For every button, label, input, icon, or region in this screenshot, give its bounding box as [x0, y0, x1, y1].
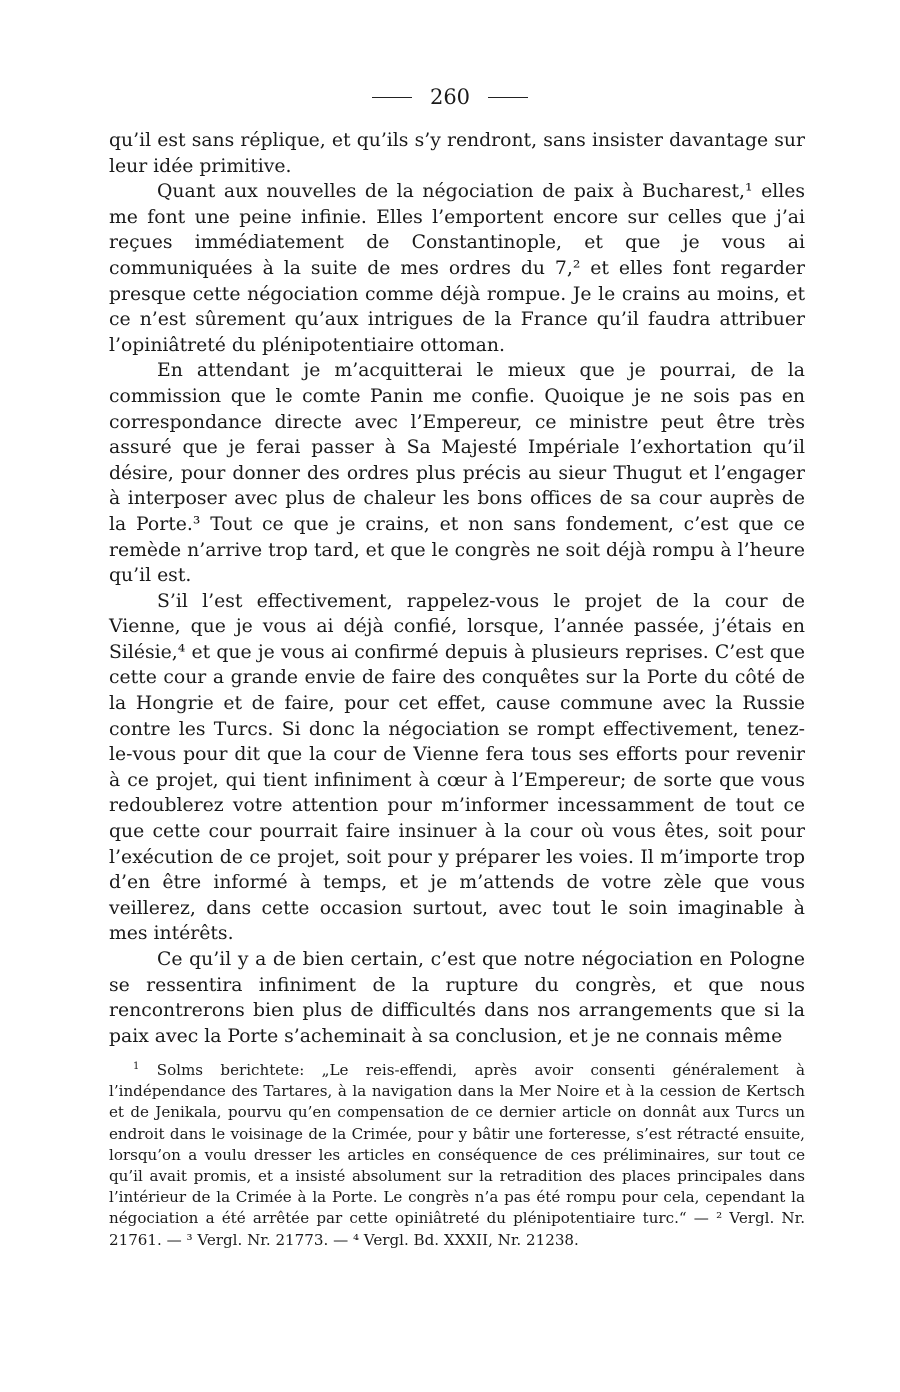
paragraph-4: S’il l’est effectivement, rappelez-vous le projet de la cour de Vienne, que je vous ai déjà confié, lorsque, l’année passée, j’étais en Silésie,⁴ et que je vous ai confirmé depuis à plusieurs reprises. C’est que cette cour a grande envie de faire des conquêtes sur la Porte du côté de la Hongrie et de faire, pour cet effet, cause commune avec la Russie contre les Turcs. Si donc la négociation se rompt effectivement, tenez-le-vous pour dit que la cour de Vienne fera tous ses efforts pour revenir à ce projet, qui tient infiniment à cœur à l’Empereur; de sorte que vous redoublerez votre attention pour m’informer incessamment de tout ce que cette cour pourrait faire insinuer à la cour où vous êtes, soit pour l’exécution de ce projet, soit pour y préparer les voies. Il m’importe trop d’en être informé à temps, et je m’attends de votre zèle que vous veillerez, dans cette occasion surtout, avec tout le soin imaginable à mes intérêts. [109, 590, 805, 945]
paragraph-1: qu’il est sans réplique, et qu’ils s’y rendront, sans insister davantage sur leur idée primitive. [109, 130, 805, 177]
body-text [109, 128, 805, 1049]
page-number: 260 [429, 85, 471, 109]
header-rule-right [488, 97, 528, 98]
header-rule-left [372, 97, 412, 98]
footnotes [109, 1060, 805, 1251]
page-header [0, 80, 900, 114]
paragraph-3: En attendant je m’acquitterai le mieux que je pourrai, de la commission que le comte Panin me confie. Quoique je ne sois pas en correspondance directe avec l’Empereur, ce ministre peut être très assuré que je ferai passer à Sa Majesté Impériale l’exhortation qu’il désire, pour donner des ordres plus précis au sieur Thugut et l’engager à interposer avec plus de chaleur les bons offices de sa cour auprès de la Porte.³ Tout ce que je crains, et non sans fondement, c’est que ce remède n’arrive trop tard, et que le congrès ne soit déjà rompu à l’heure qu’il est. [109, 360, 805, 587]
footnote-1 [109, 1060, 805, 1251]
footnote-marker: 1 [133, 1060, 140, 1072]
paragraph-2: Quant aux nouvelles de la négociation de paix à Bucharest,¹ elles me font une peine infinie. Elles l’emportent encore sur celles que j’ai reçues immédiatement de Constantinople, et que je vous ai communiquées à la suite de mes ordres du 7,² et elles font regarder presque cette négociation comme déjà rompue. Je le crains au moins, et ce n’est sûrement qu’aux intrigues de la France qu’il faudra attribuer l’opiniâtreté du plénipotentiaire ottoman. [109, 181, 805, 356]
footnote-text: Solms berichtete: „Le reis-effendi, après avoir consenti généralement à l’indépendance des Tartares, à la navigation dans la Mer Noire et à la cession de Kertsch et de Jenikala, pourvu qu’en compensation de ce dernier article on donnât aux Turcs un endroit dans le voisinage de la Crimée, pour y bâtir une forteresse, s’est rétracté ensuite, lorsqu’on a voulu dresser les articles en conséquence de ces préliminaires, sur tout ce qu’il avait promis, et a insisté absolument sur la retradition des places principales dans l’intérieur de la Crimée à la Porte. Le congrès n’a pas été rompu pour cela, cependant la négociation a été arrêtée par cette opiniâtreté du plénipotentiaire turc.“ — ² Vergl. Nr. 21761. — ³ Vergl. Nr. 21773. — ⁴ Vergl. Bd. XXXII, Nr. 21238. [109, 1061, 805, 1249]
paragraph-5: Ce qu’il y a de bien certain, c’est que notre négociation en Pologne se ressentira infiniment de la rupture du congrès, et que nous rencontrerons bien plus de difficultés dans nos arrangements que si la paix avec la Porte s’acheminait à sa conclusion, et je ne connais même [109, 949, 805, 1047]
